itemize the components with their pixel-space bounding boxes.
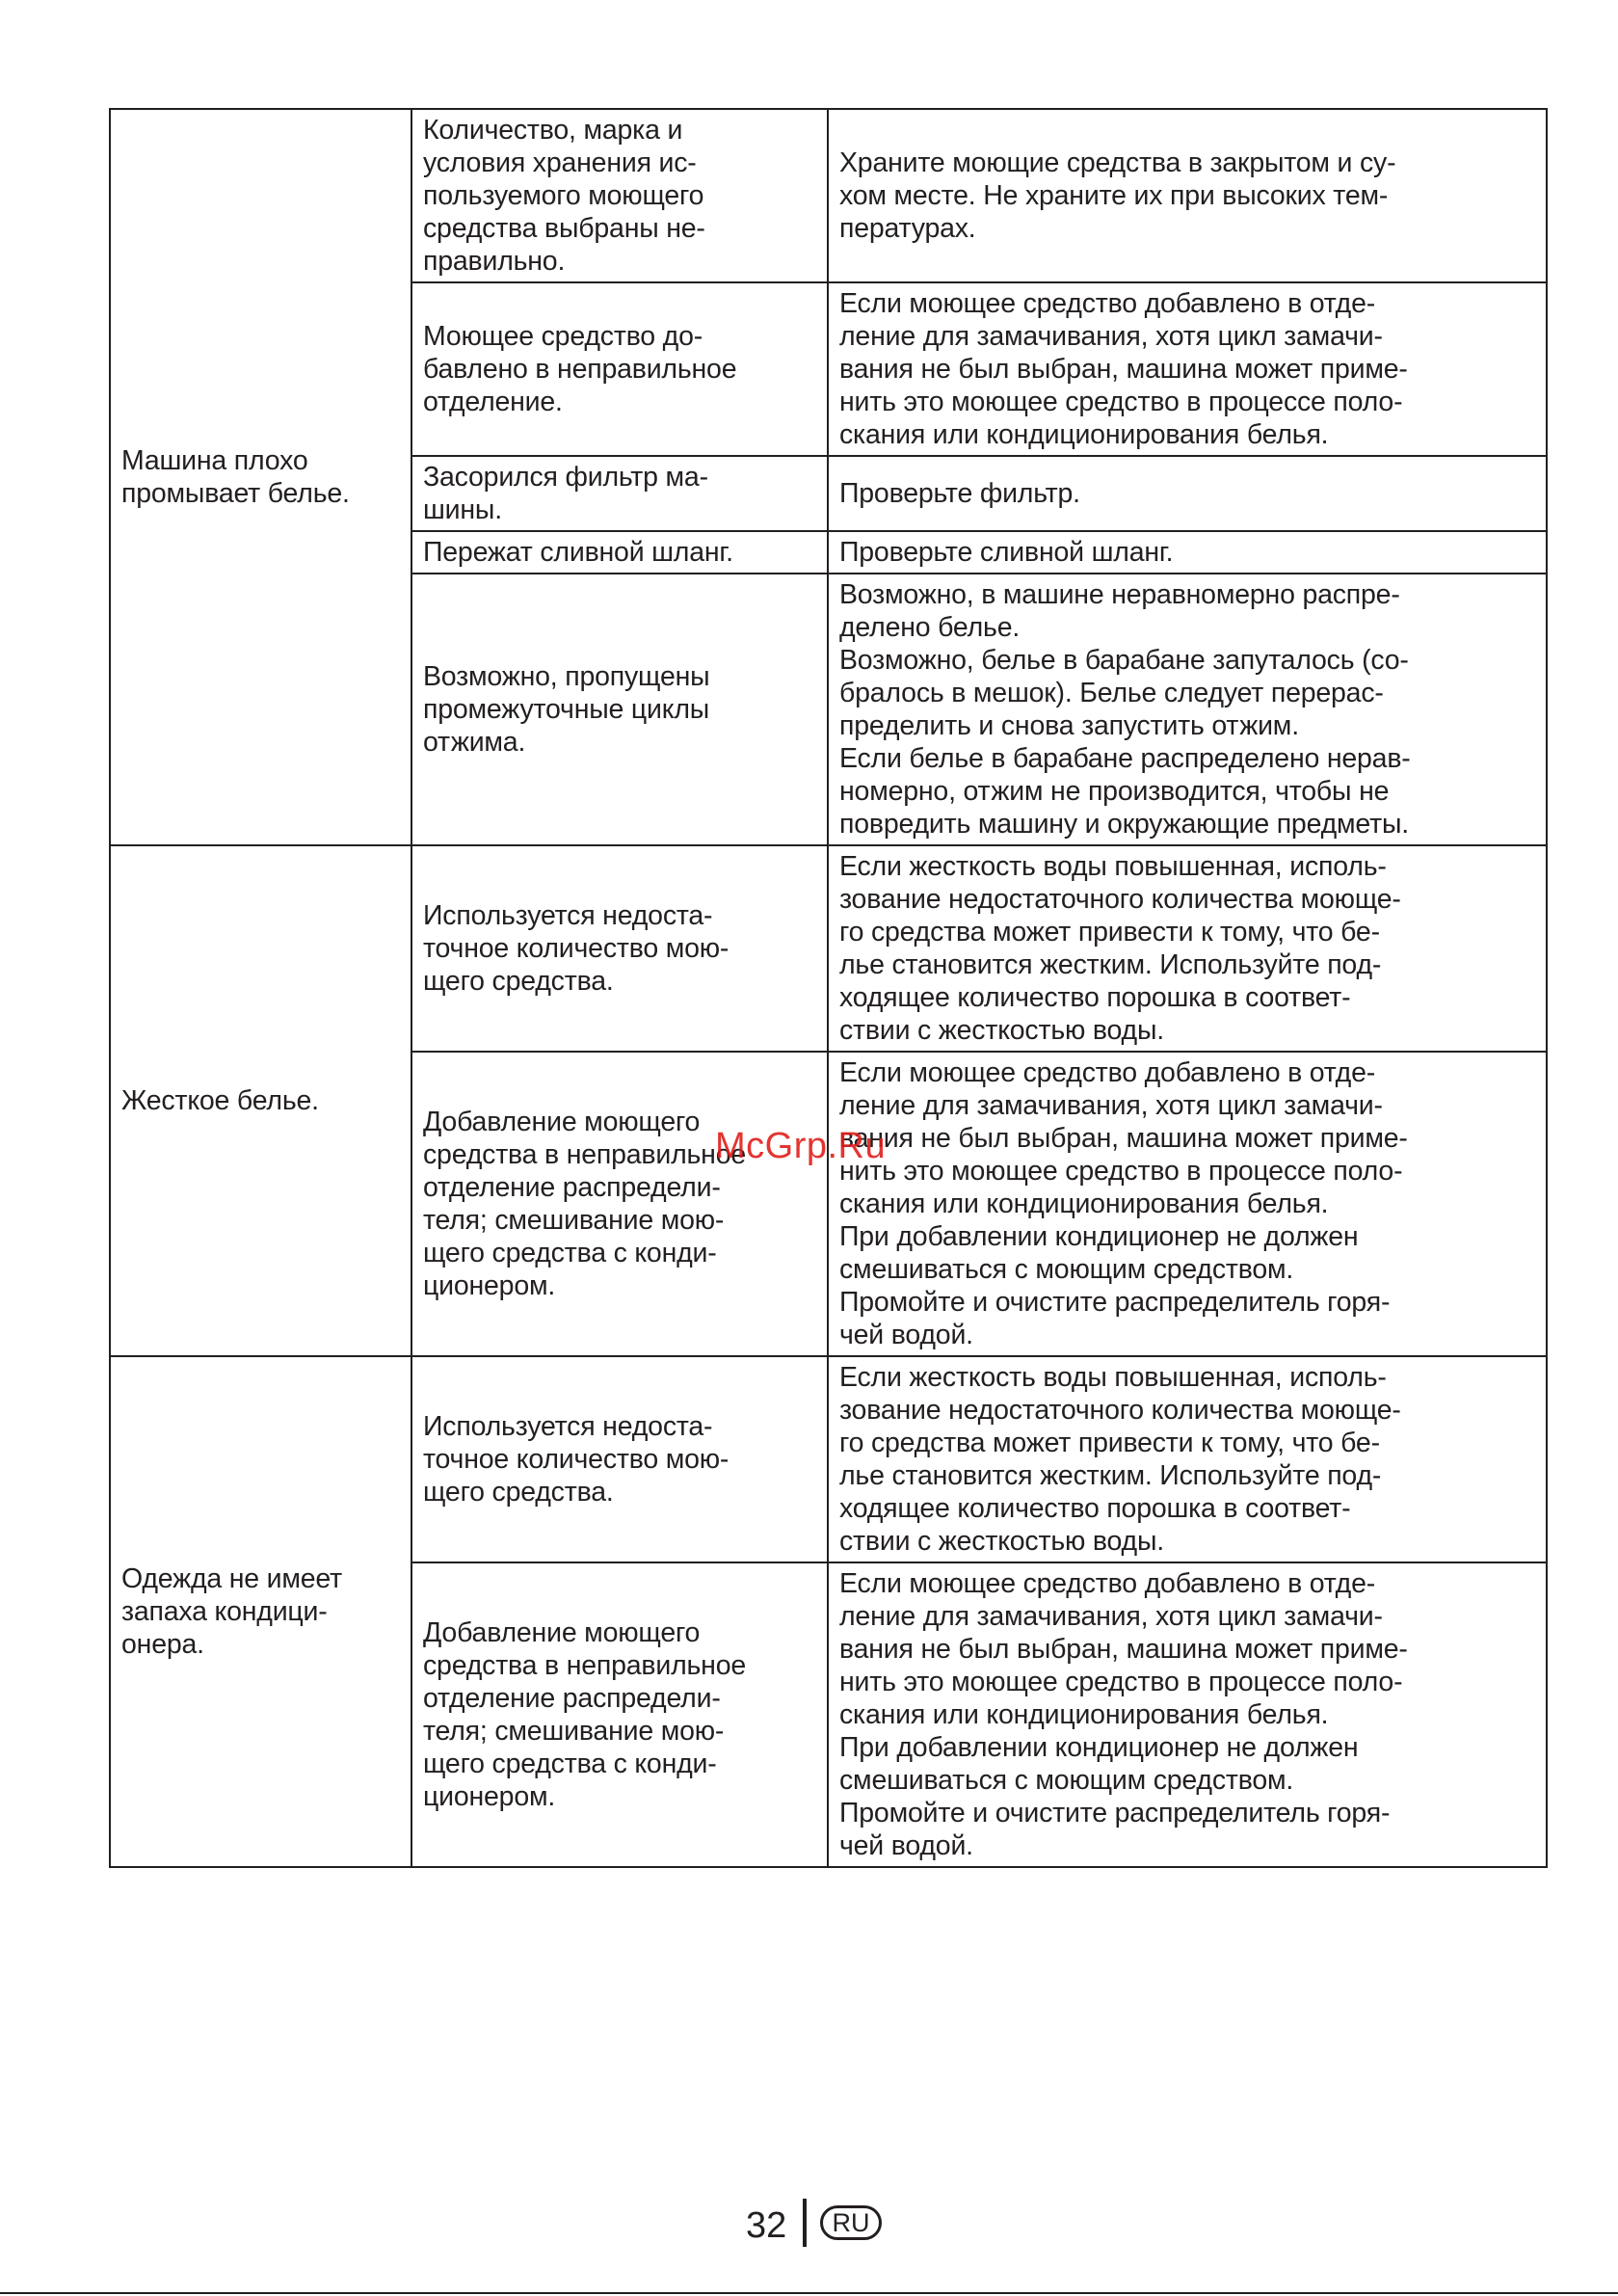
problem-cell bbox=[110, 845, 411, 1356]
solution-text-line: ствии с жесткостью воды. bbox=[839, 1526, 1164, 1557]
cause-text-line: ционером. bbox=[423, 1781, 556, 1812]
cause-cell bbox=[411, 456, 828, 531]
cause-text-line: щего средства. bbox=[423, 966, 614, 997]
solution-cell bbox=[828, 845, 1547, 1052]
problem-cell bbox=[110, 1356, 411, 1867]
solution-text-line: Если моющее средство добавлено в отде- bbox=[839, 288, 1376, 319]
cause-text-line: пользуемого моющего bbox=[423, 180, 704, 211]
solution-text-line: нить это моющее средство в процессе поло- bbox=[839, 1156, 1403, 1187]
solution-cell bbox=[828, 531, 1547, 574]
solution-text-line: При добавлении кондиционер не должен bbox=[839, 1221, 1359, 1252]
solution-text-line: Промойте и очистите распределитель горя- bbox=[839, 1798, 1391, 1829]
solution-text-line: повредить машину и окружающие предметы. bbox=[839, 809, 1409, 840]
solution-text-line: Промойте и очистите распределитель горя- bbox=[839, 1287, 1391, 1318]
cause-text-line: Возможно, пропущены bbox=[423, 661, 710, 692]
bottom-rule bbox=[0, 2292, 1618, 2294]
cause-text-line: Засорился фильтр ма- bbox=[423, 462, 708, 493]
solution-text-line: нить это моющее средство в процессе поло- bbox=[839, 1667, 1403, 1697]
cause-text-line: средства выбраны не- bbox=[423, 213, 705, 244]
solution-text-line: Проверьте фильтр. bbox=[839, 478, 1080, 509]
cause-text-line: бавлено в неправильное bbox=[423, 354, 737, 385]
solution-text-line: нить это моющее средство в процессе поло- bbox=[839, 387, 1403, 417]
cause-text-line: средства в неправильное bbox=[423, 1139, 747, 1170]
solution-text-line: хом месте. Не храните их при высоких тем- bbox=[839, 180, 1389, 211]
solution-text-line: ление для замачивания, хотя цикл замачи- bbox=[839, 321, 1383, 352]
cause-cell bbox=[411, 845, 828, 1052]
cause-cell bbox=[411, 1562, 828, 1867]
cause-text-line: Используется недоста- bbox=[423, 900, 713, 931]
solution-text-line: номерно, отжим не производится, чтобы не bbox=[839, 776, 1390, 807]
cause-text-line: отделение распредели- bbox=[423, 1172, 721, 1203]
solution-text-line: пературах. bbox=[839, 213, 976, 244]
solution-text-line: ходящее количество порошка в соответ- bbox=[839, 1493, 1351, 1524]
solution-text-line: чей водой. bbox=[839, 1830, 973, 1861]
cause-text-line: условия хранения ис- bbox=[423, 147, 697, 178]
page-number: 32 bbox=[746, 2205, 787, 2246]
cause-text-line: Добавление моющего bbox=[423, 1617, 701, 1648]
solution-text-line: го средства может привести к тому, что бе- bbox=[839, 1428, 1380, 1458]
solution-text-line: делено белье. bbox=[839, 612, 1021, 643]
cause-text-line: точное количество мою- bbox=[423, 1444, 729, 1475]
problem-text-line: промывает белье. bbox=[121, 478, 350, 509]
problem-text-line: Одежда не имеет bbox=[121, 1563, 342, 1594]
watermark-text: McGrp.Ru bbox=[715, 1126, 887, 1166]
solution-text-line: Проверьте сливной шланг. bbox=[839, 537, 1174, 568]
solution-text-line: Если жесткость воды повышенная, исполь- bbox=[839, 851, 1387, 882]
solution-cell bbox=[828, 1562, 1547, 1867]
cause-text-line: отжима. bbox=[423, 727, 526, 758]
footer-separator bbox=[803, 2199, 807, 2247]
solution-text-line: скания или кондиционирования белья. bbox=[839, 1699, 1329, 1730]
table-row bbox=[110, 1356, 1547, 1562]
cause-text-line: отделение. bbox=[423, 387, 563, 417]
solution-text-line: го средства может привести к тому, что бе- bbox=[839, 917, 1380, 948]
solution-text-line: скания или кондиционирования белья. bbox=[839, 419, 1329, 450]
cause-text-line: правильно. bbox=[423, 246, 566, 277]
cause-text-line: Используется недоста- bbox=[423, 1411, 713, 1442]
solution-text-line: лье становится жестким. Используйте под- bbox=[839, 1460, 1382, 1491]
table-row bbox=[110, 845, 1547, 1052]
problem-text-line: онера. bbox=[121, 1629, 204, 1660]
solution-text-line: Возможно, белье в барабане запуталось (со- bbox=[839, 645, 1409, 676]
problem-text-line: запаха кондици- bbox=[121, 1596, 328, 1627]
cause-text-line: щего средства. bbox=[423, 1477, 614, 1508]
solution-text-line: чей водой. bbox=[839, 1320, 973, 1350]
solution-text-line: При добавлении кондиционер не должен bbox=[839, 1732, 1359, 1763]
solution-text-line: зование недостаточного количества моюще- bbox=[839, 1395, 1401, 1426]
cause-text-line: ционером. bbox=[423, 1270, 556, 1301]
cause-text-line: отделение распредели- bbox=[423, 1683, 721, 1714]
cause-text-line: щего средства с конди- bbox=[423, 1238, 717, 1268]
cause-text-line: средства в неправильное bbox=[423, 1650, 747, 1681]
solution-text-line: Возможно, в машине неравномерно распре- bbox=[839, 579, 1400, 610]
solution-text-line: вания не был выбран, машина может приме- bbox=[839, 1634, 1408, 1665]
solution-text-line: смешиваться с моющим средством. bbox=[839, 1254, 1294, 1285]
solution-text-line: вания не был выбран, машина может приме- bbox=[839, 354, 1408, 385]
cause-text-line: щего средства с конди- bbox=[423, 1749, 717, 1779]
solution-cell bbox=[828, 574, 1547, 845]
cause-text-line: точное количество мою- bbox=[423, 933, 729, 964]
solution-cell bbox=[828, 456, 1547, 531]
problem-text-line: Жесткое белье. bbox=[121, 1085, 319, 1116]
problem-cell bbox=[110, 109, 411, 845]
cause-text-line: Добавление моющего bbox=[423, 1107, 701, 1137]
cause-text-line: Моющее средство до- bbox=[423, 321, 703, 352]
cause-cell bbox=[411, 109, 828, 282]
cause-text-line: промежуточные циклы bbox=[423, 694, 710, 725]
solution-text-line: ление для замачивания, хотя цикл замачи- bbox=[839, 1601, 1383, 1632]
solution-cell bbox=[828, 1356, 1547, 1562]
cause-cell bbox=[411, 1052, 828, 1356]
language-badge: RU bbox=[820, 2205, 882, 2240]
cause-cell bbox=[411, 531, 828, 574]
solution-text-line: Если жесткость воды повышенная, исполь- bbox=[839, 1362, 1387, 1393]
solution-text-line: смешиваться с моющим средством. bbox=[839, 1765, 1294, 1796]
solution-cell bbox=[828, 1052, 1547, 1356]
solution-cell bbox=[828, 109, 1547, 282]
cause-cell bbox=[411, 282, 828, 456]
solution-text-line: Если белье в барабане распределено нерав- bbox=[839, 743, 1411, 774]
troubleshooting-table bbox=[109, 108, 1548, 1868]
solution-text-line: Храните моющие средства в закрытом и су- bbox=[839, 147, 1396, 178]
cause-text-line: теля; смешивание мою- bbox=[423, 1205, 725, 1236]
cause-text-line: Пережат сливной шланг. bbox=[423, 537, 733, 568]
solution-text-line: вания не был выбран, машина может приме- bbox=[839, 1123, 1408, 1154]
table-row bbox=[110, 109, 1547, 282]
solution-text-line: ление для замачивания, хотя цикл замачи- bbox=[839, 1090, 1383, 1121]
solution-text-line: Если моющее средство добавлено в отде- bbox=[839, 1057, 1376, 1088]
solution-text-line: зование недостаточного количества моюще- bbox=[839, 884, 1401, 915]
cause-text-line: Количество, марка и bbox=[423, 115, 683, 146]
solution-text-line: скания или кондиционирования белья. bbox=[839, 1188, 1329, 1219]
cause-text-line: теля; смешивание мою- bbox=[423, 1716, 725, 1747]
solution-text-line: ствии с жесткостью воды. bbox=[839, 1015, 1164, 1046]
page-footer bbox=[0, 2199, 1618, 2256]
cause-text-line: шины. bbox=[423, 494, 502, 525]
table-body bbox=[110, 109, 1547, 1867]
solution-text-line: пределить и снова запустить отжим. bbox=[839, 710, 1299, 741]
cause-cell bbox=[411, 574, 828, 845]
solution-text-line: бралось в мешок). Белье следует перерас- bbox=[839, 678, 1384, 708]
solution-cell bbox=[828, 282, 1547, 456]
problem-text-line: Машина плохо bbox=[121, 445, 308, 476]
solution-text-line: ходящее количество порошка в соответ- bbox=[839, 982, 1351, 1013]
solution-text-line: Если моющее средство добавлено в отде- bbox=[839, 1568, 1376, 1599]
cause-cell bbox=[411, 1356, 828, 1562]
solution-text-line: лье становится жестким. Используйте под- bbox=[839, 949, 1382, 980]
